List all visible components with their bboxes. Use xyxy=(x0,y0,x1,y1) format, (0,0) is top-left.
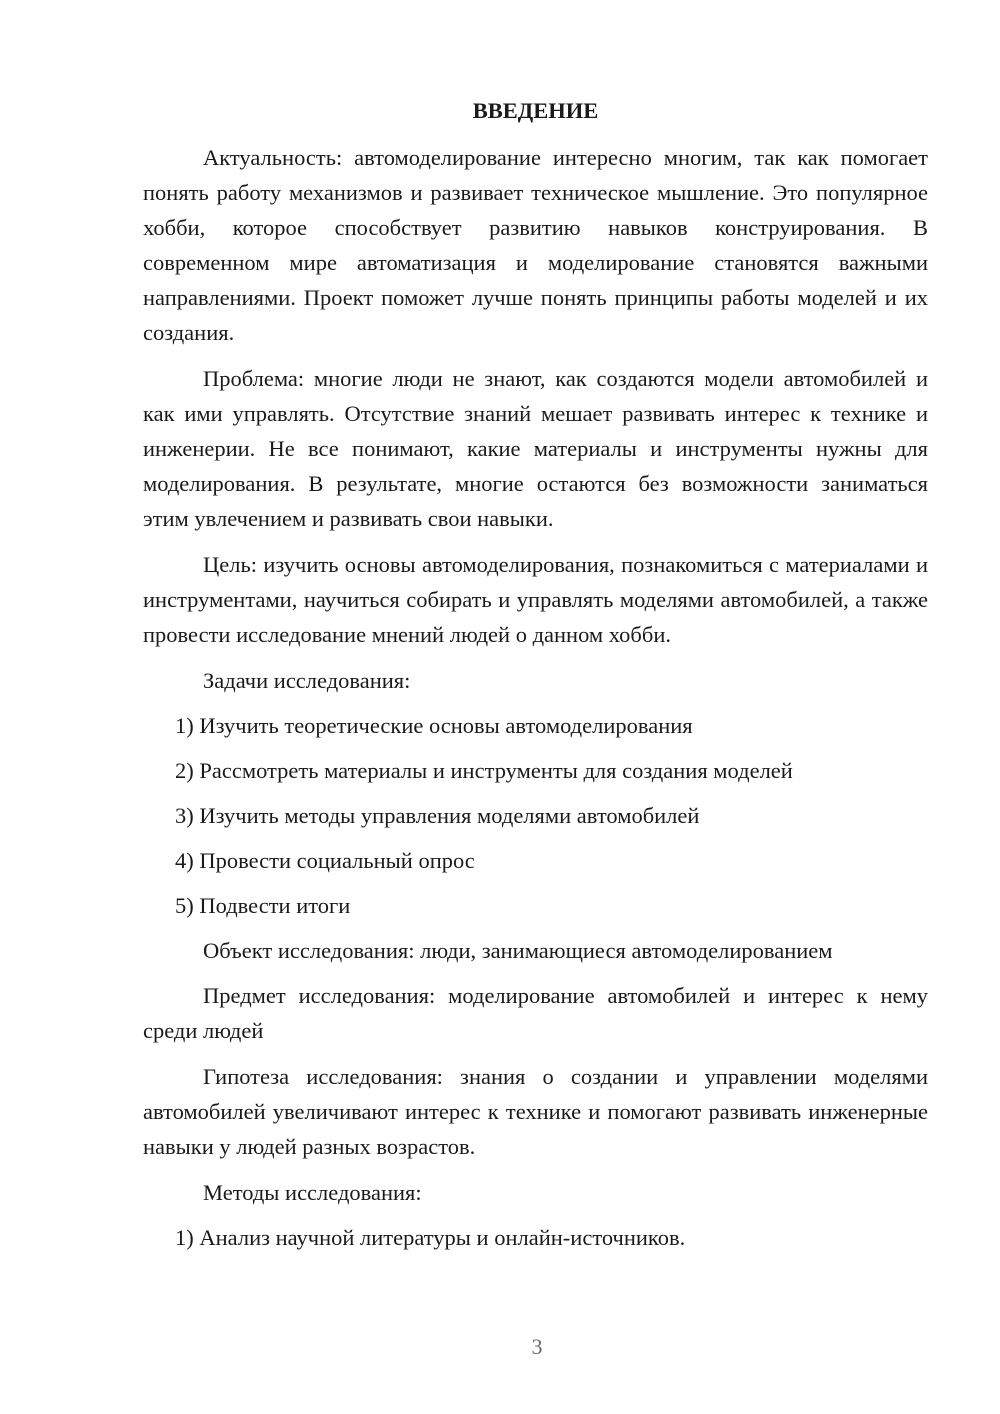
object-paragraph: Объект исследования: люди, занимающиеся автомоделированием xyxy=(203,938,833,963)
task-item-5: 5) Подвести итоги xyxy=(175,893,351,918)
subject-paragraph: Предмет исследования: моделирование автомобилей и интерес к нему среди людей xyxy=(143,983,928,1043)
page-number: 3 xyxy=(531,1334,543,1359)
hypothesis-paragraph: Гипотеза исследования: знания о создании и управлении моделями автомобилей увеличивают интерес к технике и помогают развивать инженерные навыки у людей разных возрастов. xyxy=(143,1064,928,1159)
task-item-4: 4) Провести социальный опрос xyxy=(175,848,475,873)
methods-heading: Методы исследования: xyxy=(203,1180,422,1205)
problem-paragraph: Проблема: многие люди не знают, как создаются модели автомобилей и как ими управлять. Отсутствие знаний мешает развивать интерес к технике и инженерии. Не все понимают, какие материалы и инструменты нужны для моделирования. В результате, многие остаются без возможности заниматься этим увлечением и развивать свои навыки. xyxy=(143,366,928,531)
goal-paragraph: Цель: изучить основы автомоделирования, познакомиться с материалами и инструментами, научиться собирать и управлять моделями автомобилей, а также провести исследование мнений людей о данном хобби. xyxy=(143,552,928,647)
method-item-1: 1) Анализ научной литературы и онлайн-источников. xyxy=(175,1225,686,1250)
relevance-paragraph: Актуальность: автомоделирование интересно многим, так как помогает понять работу механизмов и развивает техническое мышление. Это популярное хобби, которое способствует развитию навыков конструирования. В современном мире автоматизация и моделирование становятся важными направлениями. Проект поможет лучше понять принципы работы моделей и их создания. xyxy=(143,145,928,345)
task-item-2: 2) Рассмотреть материалы и инструменты для создания моделей xyxy=(175,758,793,783)
document-page xyxy=(143,95,928,1265)
tasks-heading: Задачи исследования: xyxy=(203,668,411,693)
page-title: ВВЕДЕНИЕ xyxy=(472,98,599,123)
task-item-3: 3) Изучить методы управления моделями автомобилей xyxy=(175,803,700,828)
task-item-1: 1) Изучить теоретические основы автомоделирования xyxy=(175,713,693,738)
